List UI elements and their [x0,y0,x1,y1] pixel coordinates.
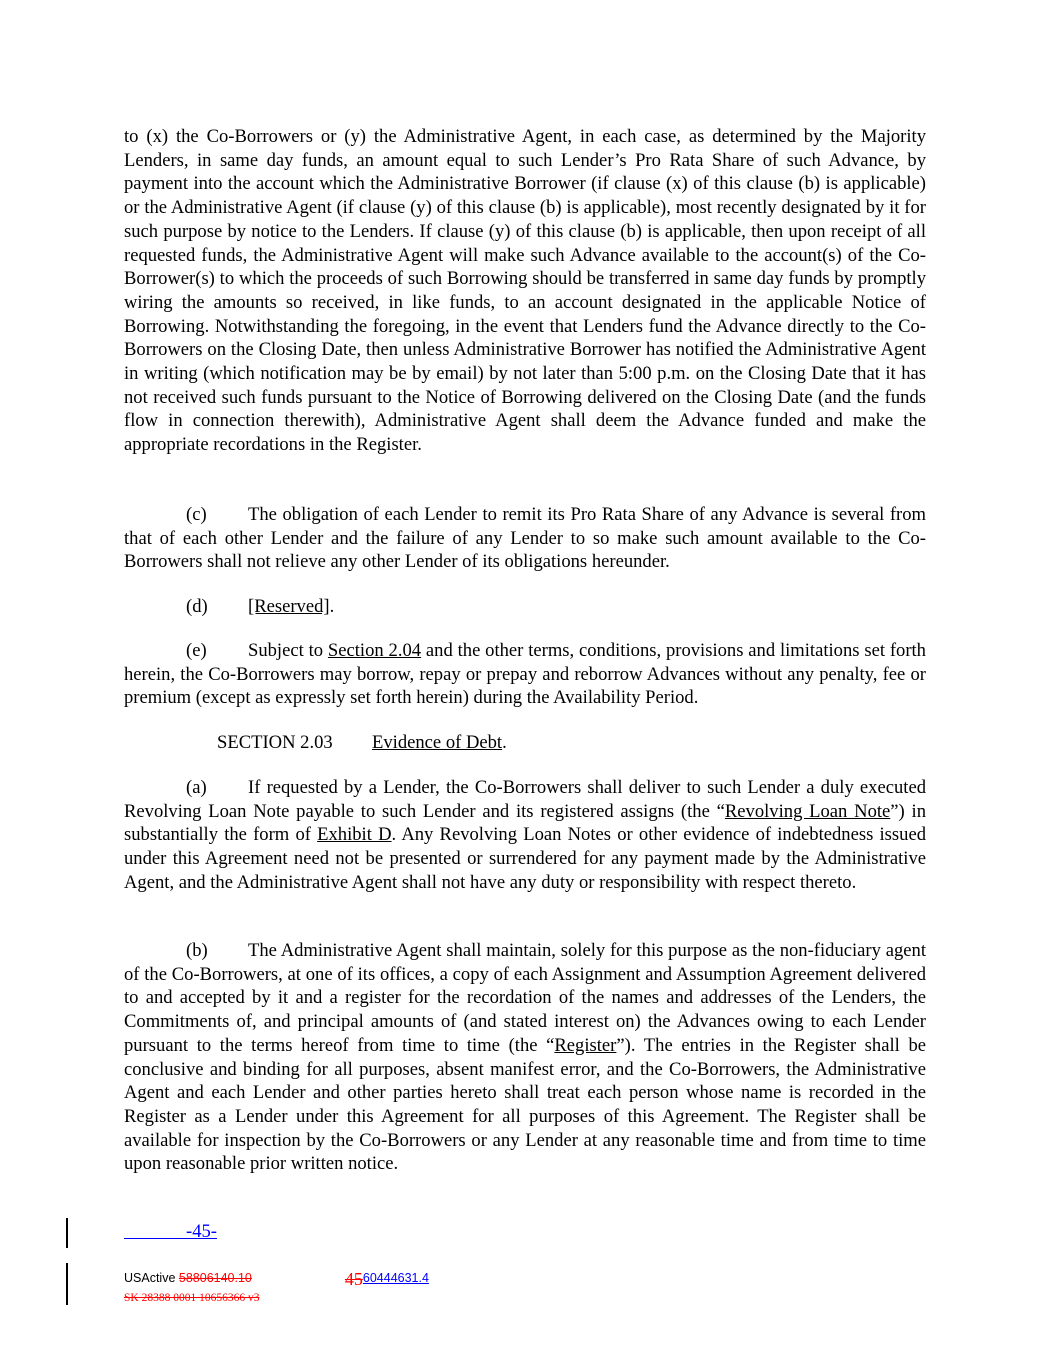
paragraph-continuation [124,125,926,457]
section-title: Evidence of Debt [372,732,503,753]
paragraph-text: If requested by a Lender, the Co-Borrowers shall deliver to such Lender a duly executed Revolving Loan Note payable to such Lender and its registered assigns (the “ [124,777,926,822]
reserved-text: [Reserved] [248,596,330,617]
inserted-tab [124,1220,186,1239]
paragraph-c [124,503,926,574]
paragraph-text: . Any Revolving Loan Notes or other evidence of indebtedness issued under this Agreement need not be presented or surrendered for any payment made by the Administrative Agent, and the Administrative Agent shall not have any duty or responsibility with respect thereto. [124,824,926,893]
paragraph-text: Subject to [248,640,328,661]
deleted-page-number: 45 [344,1269,363,1289]
deleted-reference: SK 28388 0001 10656366 v3 [124,1292,260,1304]
clause-label: (b) [186,940,208,961]
change-bar [66,1218,68,1248]
paragraph-d [124,595,926,619]
paragraph-text: and the other terms, conditions, provisions and limitations set forth herein, the Co-Borrowers may borrow, repay or prepay and reborrow Advances without any penalty, fee or premium (except as expressly set forth herein) during the Availability Period. [124,640,926,709]
period: . [329,596,335,617]
inserted-doc-id: 60444631.4 [362,1271,429,1285]
clause-label: (d) [186,596,208,617]
section-heading [217,731,507,755]
section-reference: Section 2.04 [327,640,422,661]
clause-label: (a) [186,777,207,798]
period: . [502,732,507,753]
paragraph-text: The obligation of each Lender to remit its Pro Rata Share of any Advance is several from that of each other Lender and the failure of any Lender to so make such amount available to the Co- Borrowers shall not relieve any other Lender of its obligations hereunder. [124,504,926,573]
clause-label: (e) [186,640,207,661]
paragraph-e [124,639,926,710]
defined-term: Register [554,1034,617,1056]
paragraph-text: to (x) the Co-Borrowers or (y) the Administrative Agent, in each case, as determined by the Majority Lenders, in same day funds, an amount equal to such Lender’s Pro Rata Share of such Advance, by payment into the account which the Administrative Borrower (if clause (x) of this clause (b) is applicable) or the Administrative Agent (if clause (y) of this clause (b) is applicable), most recently designated by it for such purpose by notice to the Lenders. If clause (y) of this clause (b) is applicable, then upon receipt of all requested funds, the Administrative Agent will make such Advance available to the account(s) of the Co-Borrower(s) to which the proceeds of such Borrowing should be transferred in same day funds by promptly wiring the amounts so received, in like funds, to an account designated in the applicable Notice of Borrowing. Notwithstanding the foregoing, in the event that Lenders fund the Advance directly to the Co-Borrowers on the Closing Date, then unless Administrative Borrower has notified the Administrative Agent in writing (which notification may be by email) by not later than 5:00 p.m. on the Closing Date that it has not received such funds pursuant to the Notice of Borrowing delivered on the Closing Date (and the funds flow in connection therewith), Administrative Agent shall deem the Advance funded and make the appropriate recordations in the Register. [124,126,926,456]
deleted-doc-id: 58806140.10 [178,1271,252,1285]
exhibit-reference: Exhibit D [317,824,392,846]
section-number: SECTION 2.03 [217,732,333,753]
defined-term: Revolving Loan Note [724,800,891,822]
change-bar [66,1263,68,1305]
paragraph-b [124,939,926,1176]
paragraph-text: The Administrative Agent shall maintain, solely for this purpose as the non-fiduciary agent of the Co-Borrowers, at one of its offices, a copy of each Assignment and Assumption Agreement delivered to and accepted by it and a register for the recordation of the names and addresses of the Lenders, the Commitments of, and principal amounts of (and stated interest on) the Advances owing to each Lender pursuant to the terms hereof from time to time (the “ [124,940,926,1056]
paragraph-text: ”). The entries in the Register shall be conclusive and binding for all purposes, absent manifest error, and the Co-Borrowers, the Administrative Agent and each Lender and other parties hereto shall treat each person whose name is recorded in the Register as a Lender under this Agreement for all purposes of this Agreement. The Register shall be available for inspection by the Co-Borrowers or any Lender at any reasonable time and from time to time upon reasonable prior written notice. [124,1034,926,1175]
clause-label: (c) [186,504,207,525]
paragraph-text: ”) in substantially the form of [124,800,926,846]
page-number-row [124,1220,217,1244]
page-number: -45- [186,1221,217,1242]
paragraph-a [124,776,926,895]
doc-label: USActive [124,1271,179,1285]
